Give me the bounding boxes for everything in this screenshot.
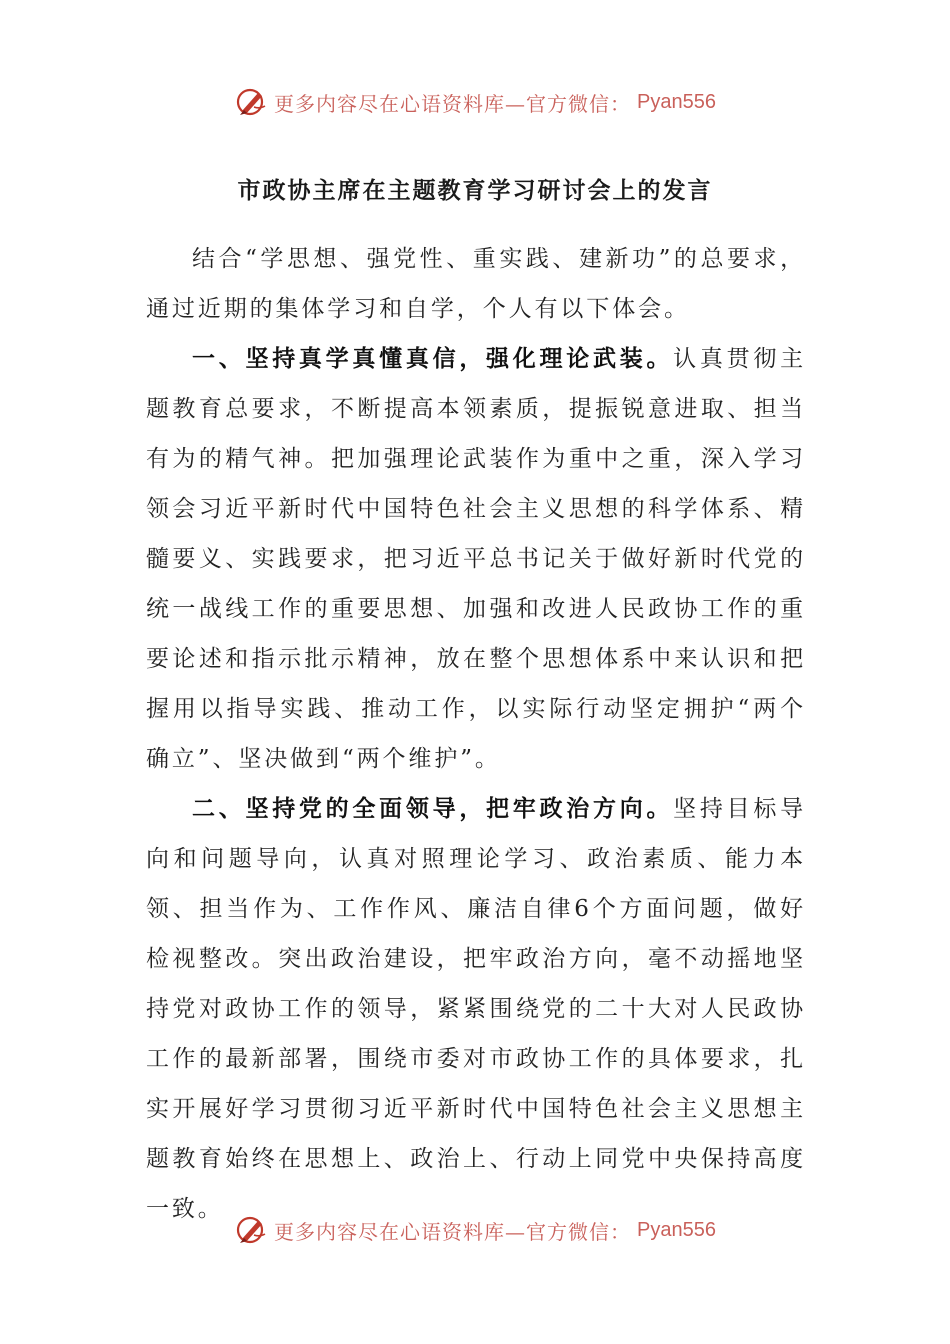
pen-in-circle-logo-icon [234,85,268,119]
section-heading-2: 二、坚持党的全面领导，把牢政治方向。 [192,795,674,822]
section-body-2: 坚持目标导向和问题导向，认真对照理论学习、政治素质、能力本领、担当作为、工作作风、廉洁自律6个方面问题，做好检视整改。突出政治建设，把牢政治方向，毫不动摇地坚持党对政协工作的领导，紧紧围绕党的二十大对人民政协工作的最新部署，围绕市委对市政协工作的具体要求，扎实开展好学习贯彻习近平新时代中国特色社会主义思想主题教育始终在思想上、政治上、行动上同党中央保持高度一致。 [146,796,806,1222]
pen-in-circle-logo-icon [234,1213,268,1247]
section-paragraph-1 [146,334,806,784]
watermark-text: 更多内容尽在心语资料库—官方微信： [274,1219,632,1244]
document-title: 市政协主席在主题教育学习研讨会上的发言 [237,177,713,204]
footer-watermark [0,1210,950,1250]
watermark-text: 更多内容尽在心语资料库—官方微信： [274,91,632,116]
watermark-brand: Pyan556 [637,90,716,113]
watermark-brand: Pyan556 [637,1218,716,1241]
section-paragraph-2 [146,784,806,1234]
document-body [146,234,806,1234]
section-heading-1: 一、坚持真学真懂真信，强化理论武装。 [192,345,674,372]
header-watermark [0,82,950,122]
intro-paragraph: 结合“学思想、强党性、重实践、建新功”的总要求，通过近期的集体学习和自学，个人有以下体会。 [146,246,806,322]
section-body-1: 认真贯彻主题教育总要求，不断提高本领素质，提振锐意进取、担当有为的精气神。把加强理论武装作为重中之重，深入学习领会习近平新时代中国特色社会主义思想的科学体系、精髓要义、实践要求，把习近平总书记关于做好新时代党的统一战线工作的重要思想、加强和改进人民政协工作的重要论述和指示批示精神，放在整个思想体系中来认识和把握用以指导实践、推动工作，以实际行动坚定拥护“两个确立”、坚决做到“两个维护”。 [146,346,806,772]
